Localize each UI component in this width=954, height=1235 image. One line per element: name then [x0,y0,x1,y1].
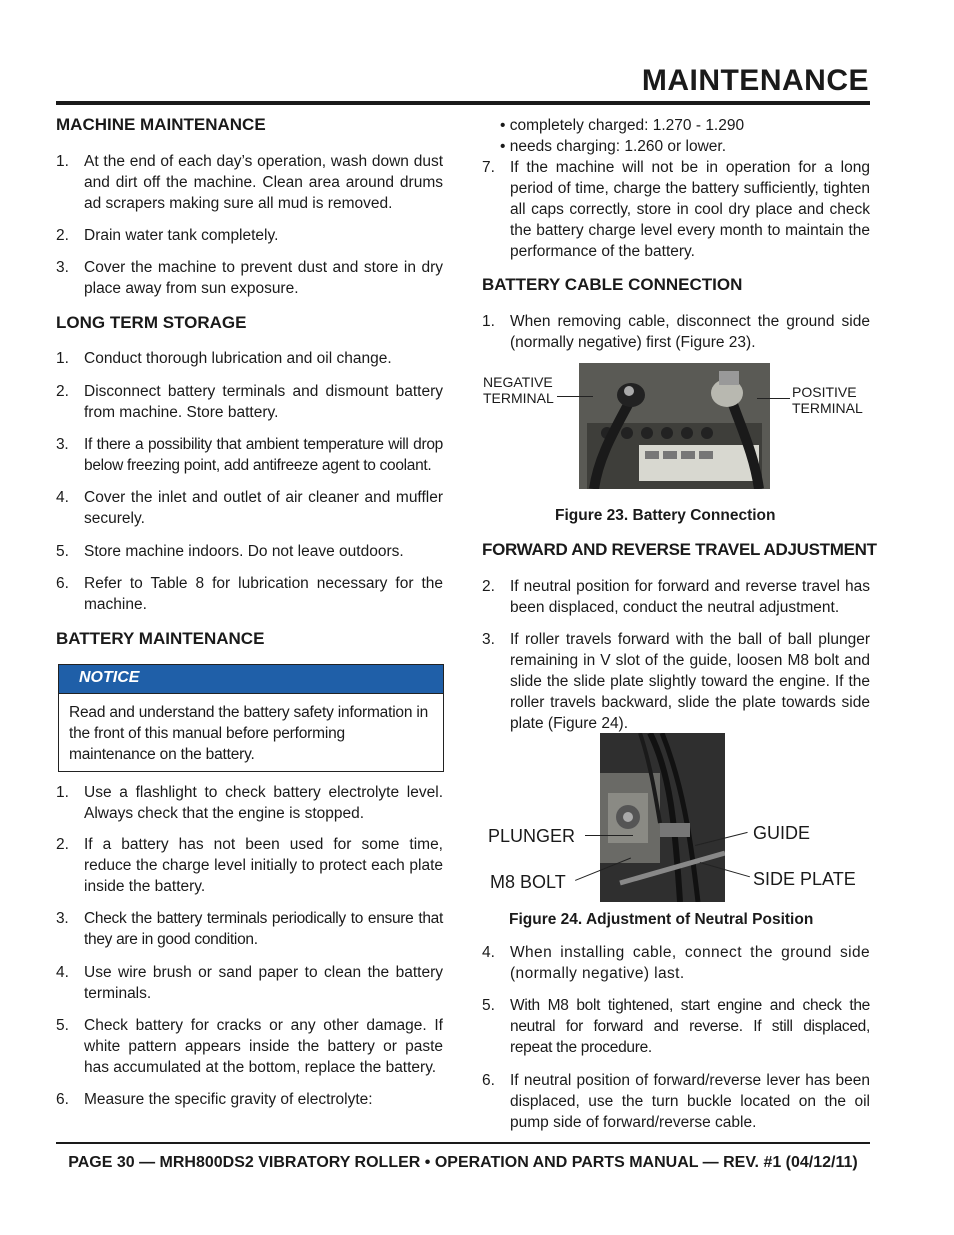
list-item: 1. Use a flashlight to check battery electrolyte level. Always check that the engine is stopped. [56,784,443,822]
list-item: 3. Cover the machine to prevent dust and store in dry place away from sun exposure. [56,259,443,297]
machine-maintenance-heading: MACHINE MAINTENANCE [56,115,266,134]
list-item: 2. If neutral position for forward and reverse travel has been displaced, conduct the neutral adjustment. [482,578,870,616]
header-rule [56,101,870,105]
list-item: 1. When removing cable, disconnect the ground side (normally negative) first (Figure 23). [482,313,870,351]
list-item: 7. If the machine will not be in operation for a long period of time, charge the battery sufficiently, tighten all caps correctly, store in cool dry place and check the battery charge level every month to maintain the performance of the battery. [482,159,870,260]
long-term-storage-heading: LONG TERM STORAGE [56,313,247,332]
bullet-needs-charging: • needs charging: 1.260 or lower. [500,138,727,155]
list-item: 4. Cover the inlet and outlet of air cleaner and muffler securely. [56,489,443,527]
positive-terminal-label: POSITIVE TERMINAL [792,384,863,416]
list-item: 2. If a battery has not been used for some time, reduce the charge level initially to protect each plate inside the battery. [56,836,443,895]
list-item: 3. Check the battery terminals periodically to ensure that they are in good condition. [56,910,443,948]
figure-24-caption: Figure 24. Adjustment of Neutral Position [509,911,814,928]
list-item: 4. When installing cable, connect the ground side (normally negative) last. [482,944,870,982]
battery-cable-heading: BATTERY CABLE CONNECTION [482,275,743,294]
neutral-adjustment-photo [600,733,725,902]
figure-23-caption: Figure 23. Battery Connection [555,507,776,524]
list-item: 3. If roller travels forward with the ball of ball plunger remaining in V slot of the guide, loosen M8 bolt and slide the slide plate slightly toward the engine. If the roller travels backward, slide the plate towards side plate (Figure 24). [482,631,870,732]
list-item: 6. If neutral position of forward/reverse lever has been displaced, use the turn buckle located on the oil pump side of forward/reverse cable. [482,1072,870,1131]
footer-rule [56,1142,870,1144]
page-title: MAINTENANCE [641,64,869,97]
guide-label: GUIDE [753,823,811,843]
plunger-leader-line [585,835,633,836]
battery-maintenance-heading: BATTERY MAINTENANCE [56,629,265,648]
m8-bolt-label: M8 BOLT [490,872,566,892]
list-item: 5. With M8 bolt tightened, start engine and check the neutral for forward and reverse. If still displaced, repeat the procedure. [482,997,870,1056]
travel-adjustment-heading: FORWARD AND REVERSE TRAVEL ADJUSTMENT [482,540,877,559]
battery-photo [579,363,770,489]
list-item: 1. Conduct thorough lubrication and oil change. [56,350,392,367]
bullet-charged: • completely charged: 1.270 - 1.290 [500,117,745,134]
list-item: 5. Store machine indoors. Do not leave outdoors. [56,543,404,560]
notice-header [59,665,443,694]
list-item: 6. Refer to Table 8 for lubrication necessary for the machine. [56,575,443,613]
list-item: 2. Disconnect battery terminals and dismount battery from machine. Store battery. [56,383,443,421]
list-item: 6. Measure the specific gravity of electrolyte: [56,1091,373,1108]
list-item: 1. At the end of each day’s operation, wash down dust and dirt off the machine. Clean area around drums ad scrapers making sure all mud is removed. [56,153,443,212]
notice-label: NOTICE [79,669,140,686]
list-item: 5. Check battery for cracks or any other damage. If white pattern appears inside the battery or paste has accumulated at the bottom, replace the battery. [56,1017,443,1076]
list-item: 3. If there a possibility that ambient temperature will drop below freezing point, add antifreeze agent to coolant. [56,436,443,474]
positive-leader-line [757,398,790,399]
negative-leader-line [557,396,593,397]
list-item: 4. Use wire brush or sand paper to clean the battery terminals. [56,964,443,1002]
negative-terminal-label: NEGATIVE TERMINAL [483,374,554,406]
notice-box [58,664,444,772]
list-item: 2. Drain water tank completely. [56,227,279,244]
plunger-label: PLUNGER [488,826,576,846]
side-plate-label: SIDE PLATE [753,869,856,889]
notice-text: Read and understand the battery safety information in the front of this manual before performing maintenance on the battery. [69,704,429,763]
page-footer: PAGE 30 — MRH800DS2 VIBRATORY ROLLER • OPERATION AND PARTS MANUAL — REV. #1 (04/12/11) [68,1154,858,1171]
